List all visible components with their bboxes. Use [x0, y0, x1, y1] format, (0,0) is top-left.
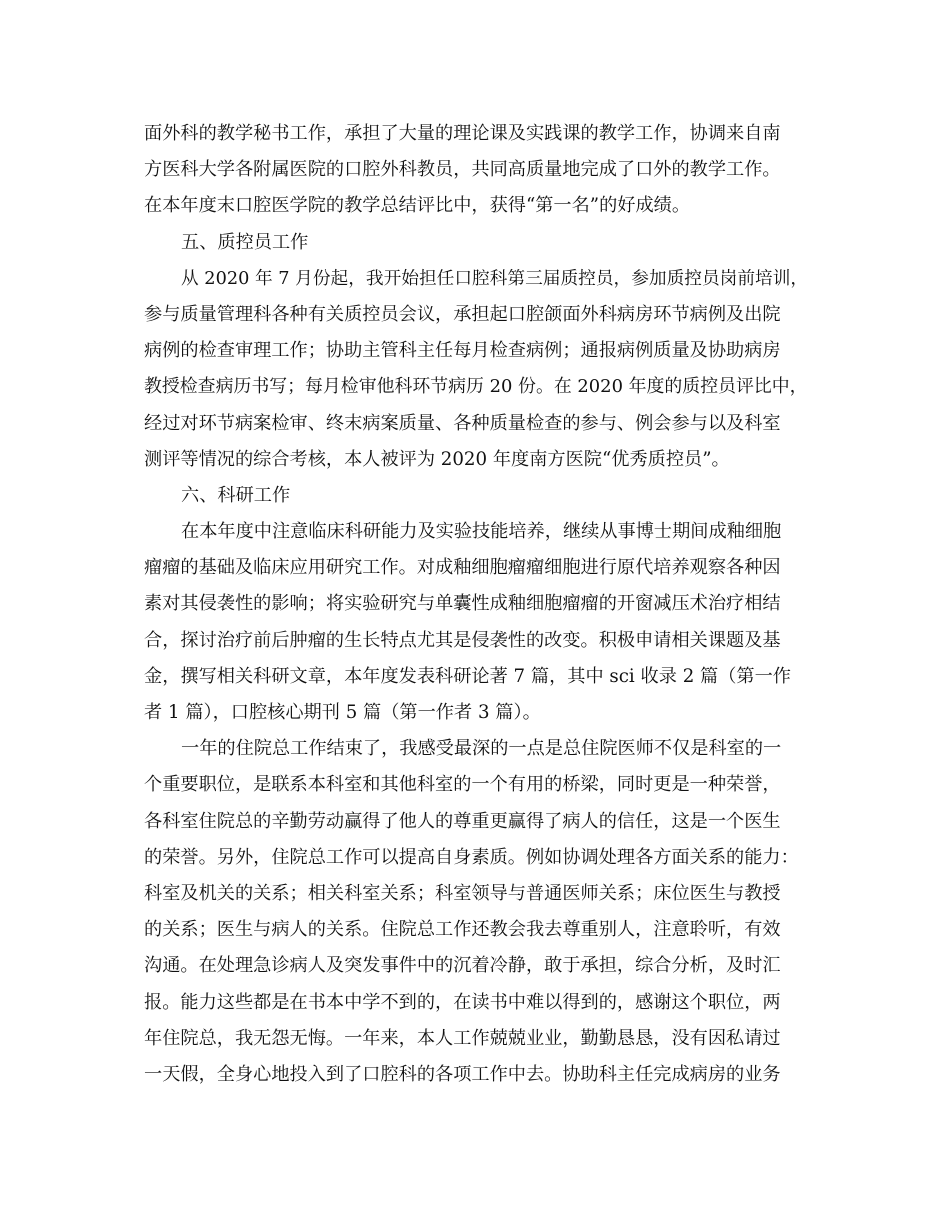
- text-line: 在本年度末口腔医学院的教学总结评比中，获得“第一名”的好成绩。: [144, 195, 691, 217]
- text-line: 各科室住院总的辛勤劳动赢得了他人的尊重更赢得了病人的信任，这是一个医生: [144, 810, 781, 832]
- document-body: [144, 116, 808, 1093]
- text-line: 科室及机关的关系；相关科室关系；科室领导与普通医师关系；床位医生与教授: [144, 882, 781, 904]
- text-line: 者 1 篇），口腔核心期刊 5 篇（第一作者 3 篇）。: [144, 702, 541, 723]
- text-line: 从 2020 年 7 月份起，我开始担任口腔科第三届质控员，参加质控员岗前培训，: [181, 268, 809, 289]
- text-line: 的关系；医生与病人的关系。住院总工作还教会我去尊重别人，注意聆听，有效: [144, 919, 781, 941]
- text-line: 在本年度中注意临床科研能力及实验技能培养，继续从事博士期间成釉细胞: [181, 521, 782, 543]
- text-line: 年住院总，我无怨无悔。一年来，本人工作兢兢业业，勤勤恳恳，没有因私请过: [144, 1027, 781, 1049]
- text-line: 合，探讨治疗前后肿瘤的生长特点尤其是侵袭性的改变。积极申请相关课题及基: [144, 629, 781, 651]
- text-line: 一年的住院总工作结束了，我感受最深的一点是总住院医师不仅是科室的一: [181, 738, 782, 760]
- text-line: 报。能力这些都是在书本中学不到的，在读书中难以得到的，感谢这个职位，两: [144, 991, 781, 1013]
- text-line: 经过对环节病案检审、终末病案质量、各种质量检查的参与、例会参与以及科室: [144, 412, 781, 434]
- text-line: 个重要职位，是联系本科室和其他科室的一个有用的桥梁，同时更是一种荣誉，: [144, 774, 781, 796]
- text-line: 沟通。在处理急诊病人及突发事件中的沉着冷静，敢于承担，综合分析，及时汇: [144, 955, 781, 977]
- text-line: 测评等情况的综合考核，本人被评为 2020 年度南方医院“优秀质控员”。: [144, 448, 730, 470]
- section-heading-quality-control: 五、质控员工作: [181, 231, 309, 253]
- text-line: 病例的检查审理工作；协助主管科主任每月检查病例；通报病例质量及协助病房: [144, 340, 781, 362]
- text-line: 教授检查病历书写；每月检审他科环节病历 20 份。在 2020 年度的质控员评比中，: [144, 376, 808, 398]
- text-line: 瘤瘤的基础及临床应用研究工作。对成釉细胞瘤瘤细胞进行原代培养观察各种因: [144, 557, 781, 579]
- text-line: 参与质量管理科各种有关质控员会议，承担起口腔颌面外科病房环节病例及出院: [144, 303, 781, 325]
- section-heading-research: 六、科研工作: [181, 484, 291, 506]
- text-line: 方医科大学各附属医院的口腔外科教员，共同高质量地完成了口外的教学工作。: [144, 159, 781, 181]
- text-line: 面外科的教学秘书工作，承担了大量的理论课及实践课的教学工作，协调来自南: [144, 123, 781, 144]
- text-line: 一天假，全身心地投入到了口腔科的各项工作中去。协助科主任完成病房的业务: [144, 1063, 781, 1085]
- text-line: 素对其侵袭性的影响；将实验研究与单囊性成釉细胞瘤瘤的开窗减压术治疗相结: [144, 593, 781, 615]
- text-line: 的荣誉。另外，住院总工作可以提高自身素质。例如协调处理各方面关系的能力：: [144, 846, 799, 868]
- text-line: 金，撰写相关科研文章，本年度发表科研论著 7 篇，其中 sci 收录 2 篇（第一作: [144, 665, 791, 687]
